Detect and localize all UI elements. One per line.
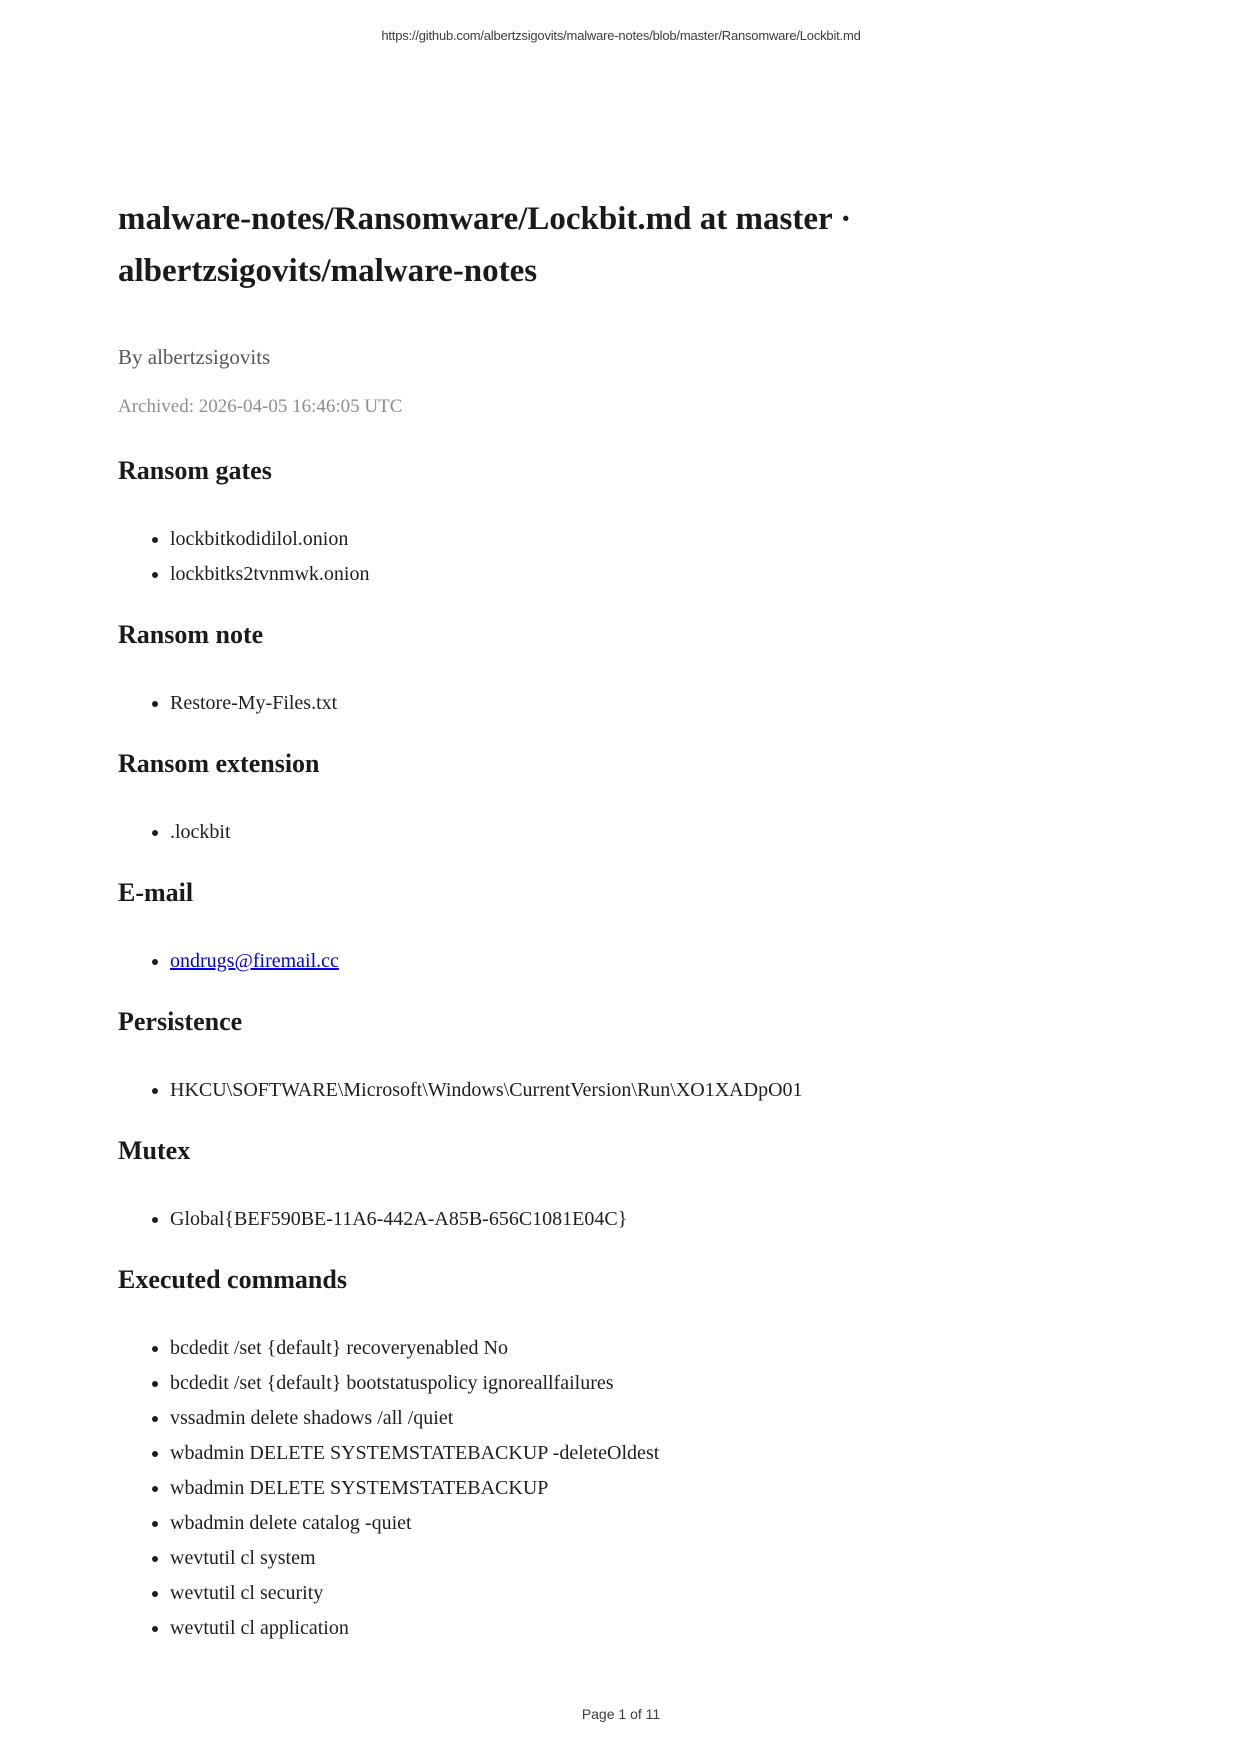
byline: By albertzsigovits	[118, 345, 271, 369]
list-item: • lockbitkodidilol.onion	[170, 524, 1124, 554]
source-url-header: https://github.com/albertzsigovits/malware-notes/blob/master/Ransomware/Lockbit.md	[381, 28, 861, 43]
section-heading-ransom-note: Ransom note	[118, 620, 264, 649]
list-item: • bcdedit /set {default} bootstatuspolicy ignoreallfailures	[170, 1368, 1124, 1398]
ransom-gates-list	[118, 524, 1124, 589]
list-item: • HKCU\SOFTWARE\Microsoft\Windows\CurrentVersion\Run\XO1XADpO01	[170, 1075, 1124, 1105]
section-heading-persistence: Persistence	[118, 1007, 243, 1036]
executed-commands-list	[118, 1333, 1124, 1643]
email-link[interactable]: ondrugs@firemail.cc	[170, 950, 339, 972]
mutex-list	[118, 1204, 1124, 1234]
archived-timestamp: Archived: 2026-04-05 16:46:05 UTC	[118, 396, 403, 417]
page-title-line-2: albertzsigovits/malware-notes	[118, 253, 538, 289]
list-item	[170, 946, 1124, 976]
ransom-extension-list	[118, 817, 1124, 847]
list-item: • wbadmin DELETE SYSTEMSTATEBACKUP -deleteOldest	[170, 1438, 1124, 1468]
persistence-list	[118, 1075, 1124, 1105]
email-list	[118, 946, 1124, 976]
list-item: • Global{BEF590BE-11A6-442A-A85B-656C1081E04C}	[170, 1204, 1124, 1234]
list-item: • wevtutil cl system	[170, 1543, 1124, 1573]
page-number-footer: Page 1 of 11	[581, 1706, 661, 1722]
section-heading-mutex: Mutex	[118, 1136, 191, 1165]
list-item: • wbadmin delete catalog -quiet	[170, 1508, 1124, 1538]
list-item: • Restore-My-Files.txt	[170, 688, 1124, 718]
list-item: • wevtutil cl application	[170, 1613, 1124, 1643]
list-item: • vssadmin delete shadows /all /quiet	[170, 1403, 1124, 1433]
list-item: • lockbitks2tvnmwk.onion	[170, 559, 1124, 589]
page-title-line-1: malware-notes/Ransomware/Lockbit.md at master ·	[118, 201, 852, 237]
list-item: • bcdedit /set {default} recoveryenabled No	[170, 1333, 1124, 1363]
section-heading-executed-commands: Executed commands	[118, 1265, 347, 1294]
section-heading-email: E-mail	[118, 878, 194, 907]
list-item: • wevtutil cl security	[170, 1578, 1124, 1608]
list-item: • wbadmin DELETE SYSTEMSTATEBACKUP	[170, 1473, 1124, 1503]
section-heading-ransom-extension: Ransom extension	[118, 749, 320, 778]
ransom-note-list	[118, 688, 1124, 718]
article-content	[118, 193, 1124, 1643]
list-item: • .lockbit	[170, 817, 1124, 847]
page-title	[118, 193, 1124, 297]
section-heading-ransom-gates: Ransom gates	[118, 456, 272, 485]
